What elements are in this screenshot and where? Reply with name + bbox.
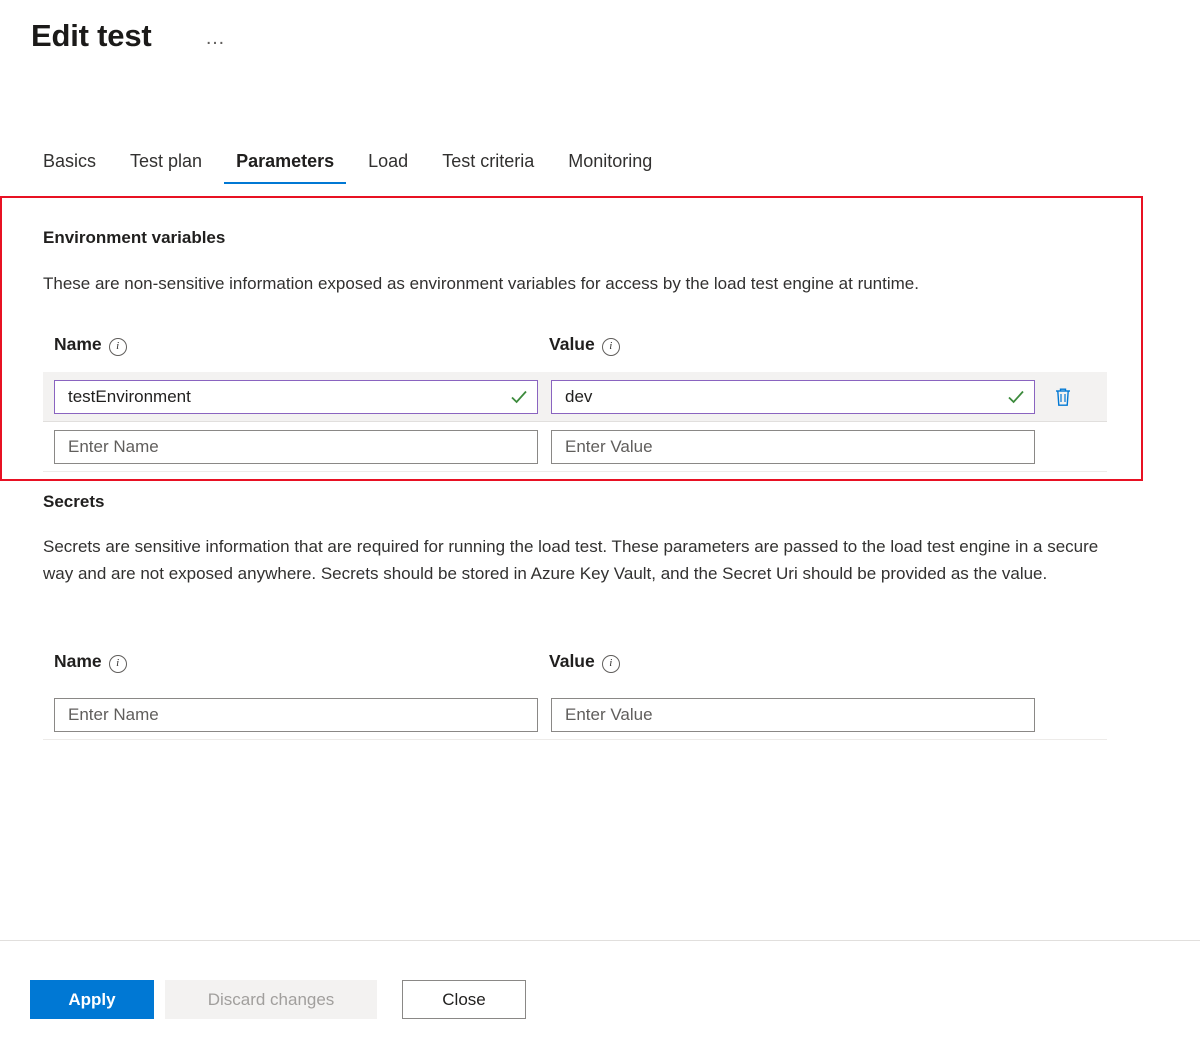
info-icon[interactable]: i bbox=[602, 333, 620, 356]
trash-icon bbox=[1053, 386, 1073, 408]
column-header-value bbox=[549, 333, 620, 356]
env-var-value-field-new[interactable] bbox=[551, 430, 1035, 464]
tab-parameters[interactable]: Parameters bbox=[224, 151, 346, 184]
column-header-name-label: Name bbox=[54, 651, 102, 671]
table-row bbox=[43, 372, 1107, 422]
valid-check-icon bbox=[1007, 388, 1025, 406]
delete-row-button[interactable] bbox=[1051, 383, 1075, 411]
environment-variables-description: These are non-sensitive information exposed as environment variables for access by the load test engine at runtime. bbox=[43, 274, 919, 293]
column-header-value-label: Value bbox=[549, 334, 595, 354]
env-var-value-input[interactable] bbox=[552, 381, 1034, 413]
secret-value-input[interactable] bbox=[552, 699, 1034, 731]
secret-value-field[interactable] bbox=[551, 698, 1035, 732]
footer-action-bar bbox=[30, 980, 526, 1019]
secrets-description: Secrets are sensitive information that are required for running the load test. These parameters are passed to the load test engine in a secure way and are not exposed anywhere. Secrets should be stored in Azure Key Vault, and the Secret Uri should be provided as the value. bbox=[43, 537, 1099, 583]
apply-button[interactable]: Apply bbox=[30, 980, 154, 1019]
secrets-heading: Secrets bbox=[43, 492, 105, 511]
tab-test-criteria[interactable]: Test criteria bbox=[442, 151, 535, 171]
tab-basics[interactable]: Basics bbox=[43, 151, 97, 171]
env-var-value-field[interactable] bbox=[551, 380, 1035, 414]
discard-changes-button[interactable]: Discard changes bbox=[165, 980, 377, 1019]
column-header-value-label: Value bbox=[549, 651, 595, 671]
table-row bbox=[43, 422, 1107, 472]
environment-variables-heading: Environment variables bbox=[43, 228, 226, 247]
table-row bbox=[43, 690, 1107, 740]
column-header-value bbox=[549, 650, 620, 673]
column-header-name bbox=[54, 650, 549, 673]
env-var-name-input-new[interactable] bbox=[55, 431, 537, 463]
env-var-name-input[interactable] bbox=[55, 381, 537, 413]
more-options-icon[interactable]: … bbox=[205, 27, 227, 49]
page-title: Edit test bbox=[31, 18, 152, 53]
env-var-value-input-new[interactable] bbox=[552, 431, 1034, 463]
valid-check-icon bbox=[510, 388, 528, 406]
secret-name-input[interactable] bbox=[55, 699, 537, 731]
footer-divider bbox=[0, 940, 1200, 941]
info-icon[interactable]: i bbox=[109, 333, 127, 356]
tab-monitoring[interactable]: Monitoring bbox=[568, 151, 653, 171]
tab-load[interactable]: Load bbox=[368, 151, 409, 171]
close-button[interactable]: Close bbox=[402, 980, 526, 1019]
secret-name-field[interactable] bbox=[54, 698, 538, 732]
environment-variables-column-headers bbox=[54, 333, 620, 356]
info-icon[interactable]: i bbox=[602, 650, 620, 673]
tab-test-plan[interactable]: Test plan bbox=[130, 151, 203, 171]
info-icon[interactable]: i bbox=[109, 650, 127, 673]
column-header-name bbox=[54, 333, 549, 356]
secrets-column-headers bbox=[54, 650, 620, 673]
tab-bar bbox=[31, 140, 674, 184]
env-var-name-field[interactable] bbox=[54, 380, 538, 414]
env-var-name-field-new[interactable] bbox=[54, 430, 538, 464]
column-header-name-label: Name bbox=[54, 334, 102, 354]
page-header bbox=[0, 0, 1200, 80]
